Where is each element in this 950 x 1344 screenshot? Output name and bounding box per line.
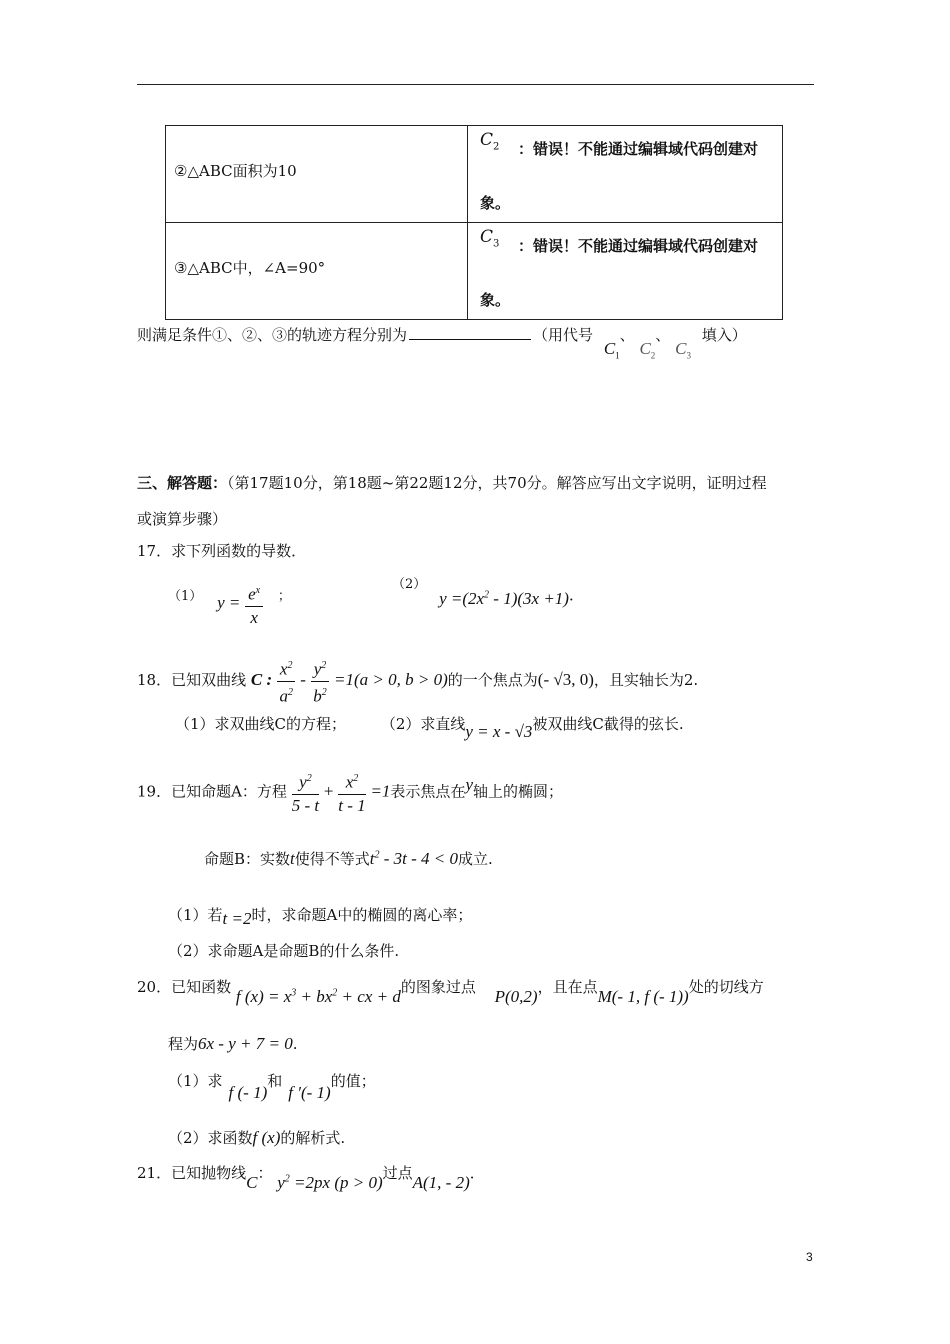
q20-sub1: （1）求f (- 1)和f ′(- 1)的值；: [168, 1072, 376, 1102]
condition-text: ②△ABC面积为10: [174, 162, 297, 180]
q17-part1: （1） y = $\frac{e^x}{x}$ ；: [168, 580, 291, 629]
q19-proposition-b: 命题B：实数t使得不等式$t^2 - 3t - 4 < 0$成立.: [204, 849, 493, 868]
question-21: 21．已知抛物线C： $y^2 =2px$ (p > 0)过点A(1, - 2)．: [137, 1164, 485, 1192]
field-error-text: ：错误！不能通过编辑域代码创建对: [518, 237, 759, 255]
q19-sub1: （1）若t =2时，求命题A中的椭圆的离心率；: [168, 906, 473, 928]
field-error-text: ：错误！不能通过编辑域代码创建对: [518, 140, 759, 158]
question-19: 19．已知命题A：方程 $\frac{y^2}{5 - t}$ + $\frac{x^2}{t - 1}$ =1表示焦点在y轴上的椭圆；: [137, 768, 563, 817]
field-error-text-cont: 象。: [480, 291, 511, 309]
question-18: 18．已知双曲线 C : $\frac{x^2}{a^2}$ - $\frac{y^2}{b^2}$ =1(a > 0, b > 0)的一个焦点为(- √3, 0)，且实轴长为2.: [137, 655, 698, 707]
q20-tangent: 程为6x - y + 7 = 0.: [168, 1034, 298, 1053]
q18-subquestions: （1）求双曲线C的方程； （2）求直线y = x - √3被双曲线C截得的弦长.: [175, 715, 684, 741]
q19-sub2: （2）求命题A是命题B的什么条件.: [168, 942, 400, 960]
condition-text: ③△ABC中，∠A=90°: [174, 259, 326, 277]
table-row: [166, 126, 783, 223]
q20-sub2: （2）求函数f (x)的解析式.: [168, 1128, 346, 1147]
question-20: 20．已知函数 f $(x) = x^3 + bx^2$ + cx + d的图象过点 P(0,2)，且在点M(- 1, f (- 1))处的切线方: [137, 978, 764, 1006]
fill-in-line: 则满足条件①、②、③的轨迹方程分别为 （用代号 $C_1$、 $C_2$、 $C_3$ 填入）: [137, 326, 747, 361]
page-number: 3: [806, 1250, 813, 1264]
curve-label: $C_2$: [480, 130, 500, 153]
section-heading: 三、解答题：（第17题10分，第18题~第22题12分，共70分。解答应写出文字说明，证明过程: [137, 474, 767, 492]
conditions-table: [165, 125, 783, 320]
header-rule: [137, 84, 814, 85]
field-error-text-cont: 象。: [480, 194, 511, 212]
curve-label: $C_3$: [480, 227, 500, 250]
q17-part2: （2） $y =(2x^2 - 1)(3x +1)$．: [392, 577, 584, 608]
answer-blank: [409, 325, 531, 340]
question-17: 17．求下列函数的导数．: [137, 542, 307, 560]
section-intro-cont: 或演算步骤）: [137, 510, 228, 528]
table-row: [166, 223, 783, 320]
